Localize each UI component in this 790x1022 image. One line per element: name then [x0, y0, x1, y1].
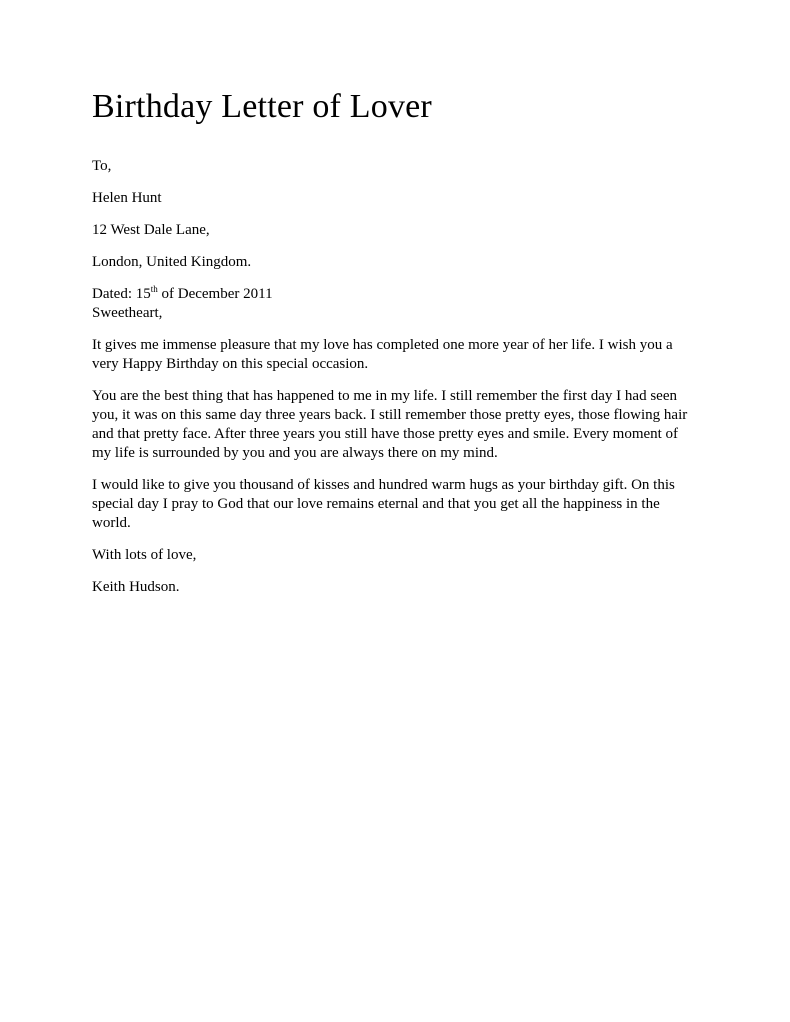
date-suffix: of December 2011 [157, 286, 273, 302]
date-and-greeting-block [92, 285, 698, 323]
greeting: Sweetheart, [92, 305, 163, 321]
recipient-salutation: To, [92, 158, 112, 174]
body-paragraph-1: It gives me immense pleasure that my love has completed one more year of her life. I wish you a very Happy Birthday on this special occasion. [92, 337, 673, 372]
date-ordinal-superscript: th [150, 284, 158, 294]
body-paragraph-2: You are the best thing that has happened to me in my life. I still remember the first day I had seen you, it was on this same day three years back. I still remember those pretty eyes, those flowing hair and that pretty face. After three years you still have those pretty eyes and smile. Every moment of my life is surrounded by you and you are always there on my mind. [92, 388, 688, 461]
signature: Keith Hudson. [92, 579, 180, 595]
closing: With lots of love, [92, 547, 197, 563]
date-line [92, 286, 273, 302]
date-prefix: Dated: 15 [92, 286, 151, 302]
body-paragraph-3: I would like to give you thousand of kisses and hundred warm hugs as your birthday gift. On this special day I pray to God that our love remains eternal and that you get all the happiness in the world. [92, 477, 675, 531]
recipient-address-line2: London, United Kingdom. [92, 254, 252, 270]
letter-title: Birthday Letter of Lover [92, 88, 432, 125]
recipient-name: Helen Hunt [92, 190, 162, 206]
recipient-address-line1: 12 West Dale Lane, [92, 222, 210, 238]
